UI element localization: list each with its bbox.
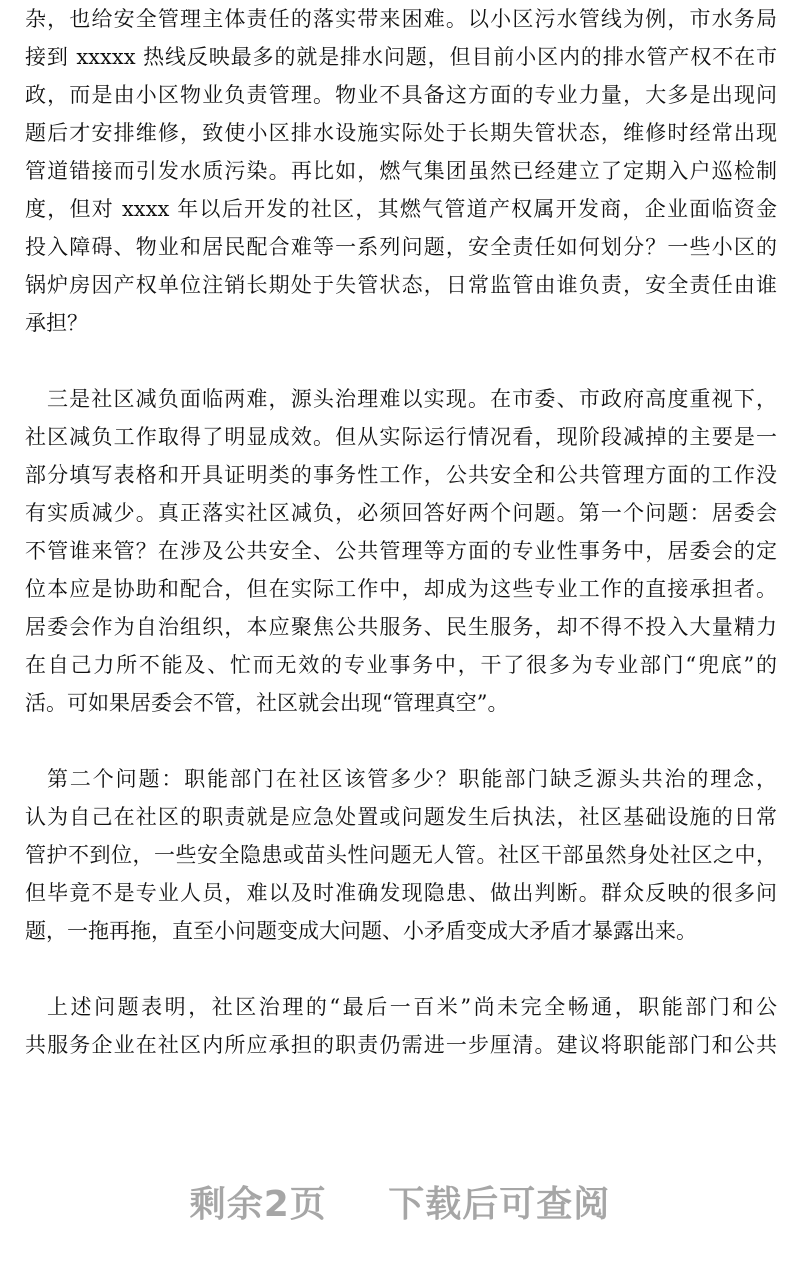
paragraph-1-line: 接到 xxxxx 热线反映最多的就是排水问题，但目前小区内的排水管产权不在市 — [25, 45, 777, 69]
paragraph-1-line: 承担？ — [25, 311, 88, 335]
document-body — [25, 0, 777, 1064]
paragraph-2-line: 位本应是协助和配合，但在实际工作中，却成为这些专业工作的直接承担者。 — [25, 577, 777, 601]
paragraph-4-line: 共服务企业在社区内所应承担的职责仍需进一步厘清。建议将职能部门和公共 — [25, 1033, 777, 1057]
download-to-view-label[interactable]: 下载后可查阅 — [388, 1184, 611, 1225]
paragraph-2-line: 部分填写表格和开具证明类的事务性工作，公共安全和公共管理方面的工作没 — [25, 463, 777, 487]
paragraph-3-line: 但毕竟不是专业人员，难以及时准确发现隐患、做出判断。群众反映的很多问 — [25, 881, 777, 905]
paragraph-3-line: 题，一拖再拖，直至小问题变成大问题、小矛盾变成大矛盾才暴露出来。 — [25, 919, 697, 943]
paragraph-3-line: 第二个问题：职能部门在社区该管多少？职能部门缺乏源头共治的理念， — [47, 767, 777, 791]
paragraph-3-line: 认为自己在社区的职责就是应急处置或问题发生后执法，社区基础设施的日常 — [25, 805, 777, 829]
paragraph-1-line: 锅炉房因产权单位注销长期处于失管状态，日常监管由谁负责，安全责任由谁 — [25, 273, 777, 297]
paragraph-1-line: 杂，也给安全管理主体责任的落实带来困难。以小区污水管线为例，市水务局 — [25, 7, 777, 31]
paragraph-2-line: 活。可如果居委会不管，社区就会出现“管理真空”。 — [25, 691, 509, 715]
paragraph-gap — [25, 950, 777, 988]
remaining-pages-label: 剩余2页 — [189, 1184, 327, 1225]
paragraph-gap — [25, 722, 777, 760]
download-prompt[interactable] — [0, 1176, 800, 1227]
paragraph-2-line: 在自己力所不能及、忙而无效的专业事务中，干了很多为专业部门“兜底”的 — [25, 653, 777, 677]
paragraph-4-line: 上述问题表明，社区治理的“最后一百米”尚未完全畅通，职能部门和公 — [47, 995, 777, 1019]
paragraph-3-line: 管护不到位，一些安全隐患或苗头性问题无人管。社区干部虽然身处社区之中， — [25, 843, 777, 867]
paragraph-gap — [25, 342, 777, 380]
paragraph-1-line: 政，而是由小区物业负责管理。物业不具备这方面的专业力量，大多是出现问 — [25, 83, 777, 107]
paragraph-2-line: 不管谁来管？在涉及公共安全、公共管理等方面的专业性事务中，居委会的定 — [25, 539, 777, 563]
paragraph-2-line: 三是社区减负面临两难，源头治理难以实现。在市委、市政府高度重视下， — [47, 387, 777, 411]
paragraph-1-line: 管道错接而引发水质污染。再比如，燃气集团虽然已经建立了定期入户巡检制 — [25, 159, 777, 183]
paragraph-1-line: 度，但对 xxxx 年以后开发的社区，其燃气管道产权属开发商，企业面临资金 — [25, 197, 777, 221]
paragraph-1-line: 投入障碍、物业和居民配合难等一系列问题，安全责任如何划分？一些小区的 — [25, 235, 777, 259]
paragraph-2-line: 社区减负工作取得了明显成效。但从实际运行情况看，现阶段减掉的主要是一 — [25, 425, 777, 449]
paragraph-1-line: 题后才安排维修，致使小区排水设施实际处于长期失管状态，维修时经常出现 — [25, 121, 777, 145]
paragraph-2-line: 有实质减少。真正落实社区减负，必须回答好两个问题。第一个问题：居委会 — [25, 501, 777, 525]
paragraph-2-line: 居委会作为自治组织，本应聚焦公共服务、民生服务，却不得不投入大量精力 — [25, 615, 777, 639]
